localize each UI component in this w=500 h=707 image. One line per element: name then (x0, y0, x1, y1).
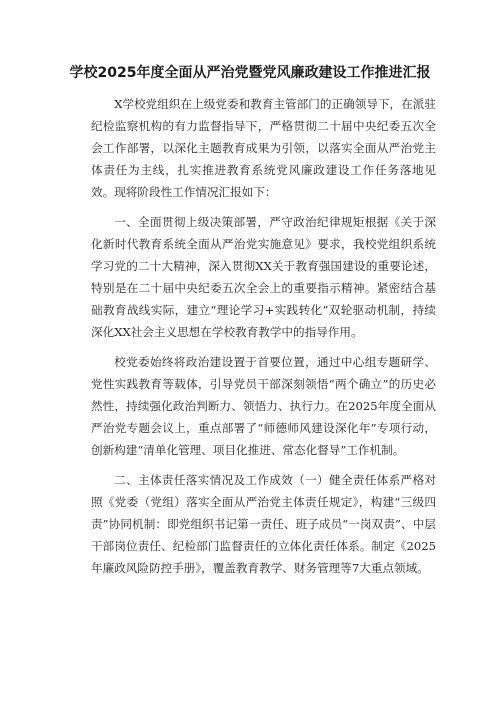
party-committee-paragraph: 校党委始终将政治建设置于首要位置，通过中心组专题研学、党性实践教育等载体，引导党员干部深刻领悟“两个确立”的历史必然性，持续强化政治判断力、领悟力、执行力。在2025年度全面从严治党专题会议上，重点部署了“师德师风建设深化年”专项行动，创新构建“清单化管理、项目化推进、常态化督导”工作机制。 (91, 355, 436, 457)
section-two-paragraph: 二、主体责任落实情况及工作成效（一）健全责任体系严格对照《党委（党组）落实全面从严治党主体责任规定》，构建“三级四责”协同机制：即党组织书记第一责任、班子成员“一岗双责”、中层干部岗位责任、纪检部门监督责任的立体化责任体系。制定《2025年廉政风险防控手册》，覆盖教育教学、财务管理等7大重点领域。 (91, 473, 436, 575)
document-body (91, 93, 436, 587)
section-one-paragraph: 一、全面贯彻上级决策部署，严守政治纪律规矩根据《关于深化新时代教育系统全面从严治党实施意见》要求，我校党组织系统学习党的二十大精神，深入贯彻XX关于教育强国建设的重要论述，特别是在二十届中央纪委五次全会上的重要指示精神。紧密结合基础教育战线实际，建立“理论学习+实践转化”双轮驱动机制，持续深化XX社会主义思想在学校教育教学中的指导作用。 (91, 215, 436, 339)
intro-paragraph: X学校党组织在上级党委和教育主管部门的正确领导下，在派驻纪检监察机构的有力监督指导下，严格贯彻二十届中央纪委五次全会工作部署，以深化主题教育成果为引领，以落实全面从严治党主体责任为主线，扎实推进教育系统党风廉政建设工作任务落地见效。现将阶段性工作情况汇报如下： (91, 97, 436, 199)
document-title: 学校2025年度全面从严治党暨党风廉政建设工作推进汇报 (69, 65, 431, 81)
